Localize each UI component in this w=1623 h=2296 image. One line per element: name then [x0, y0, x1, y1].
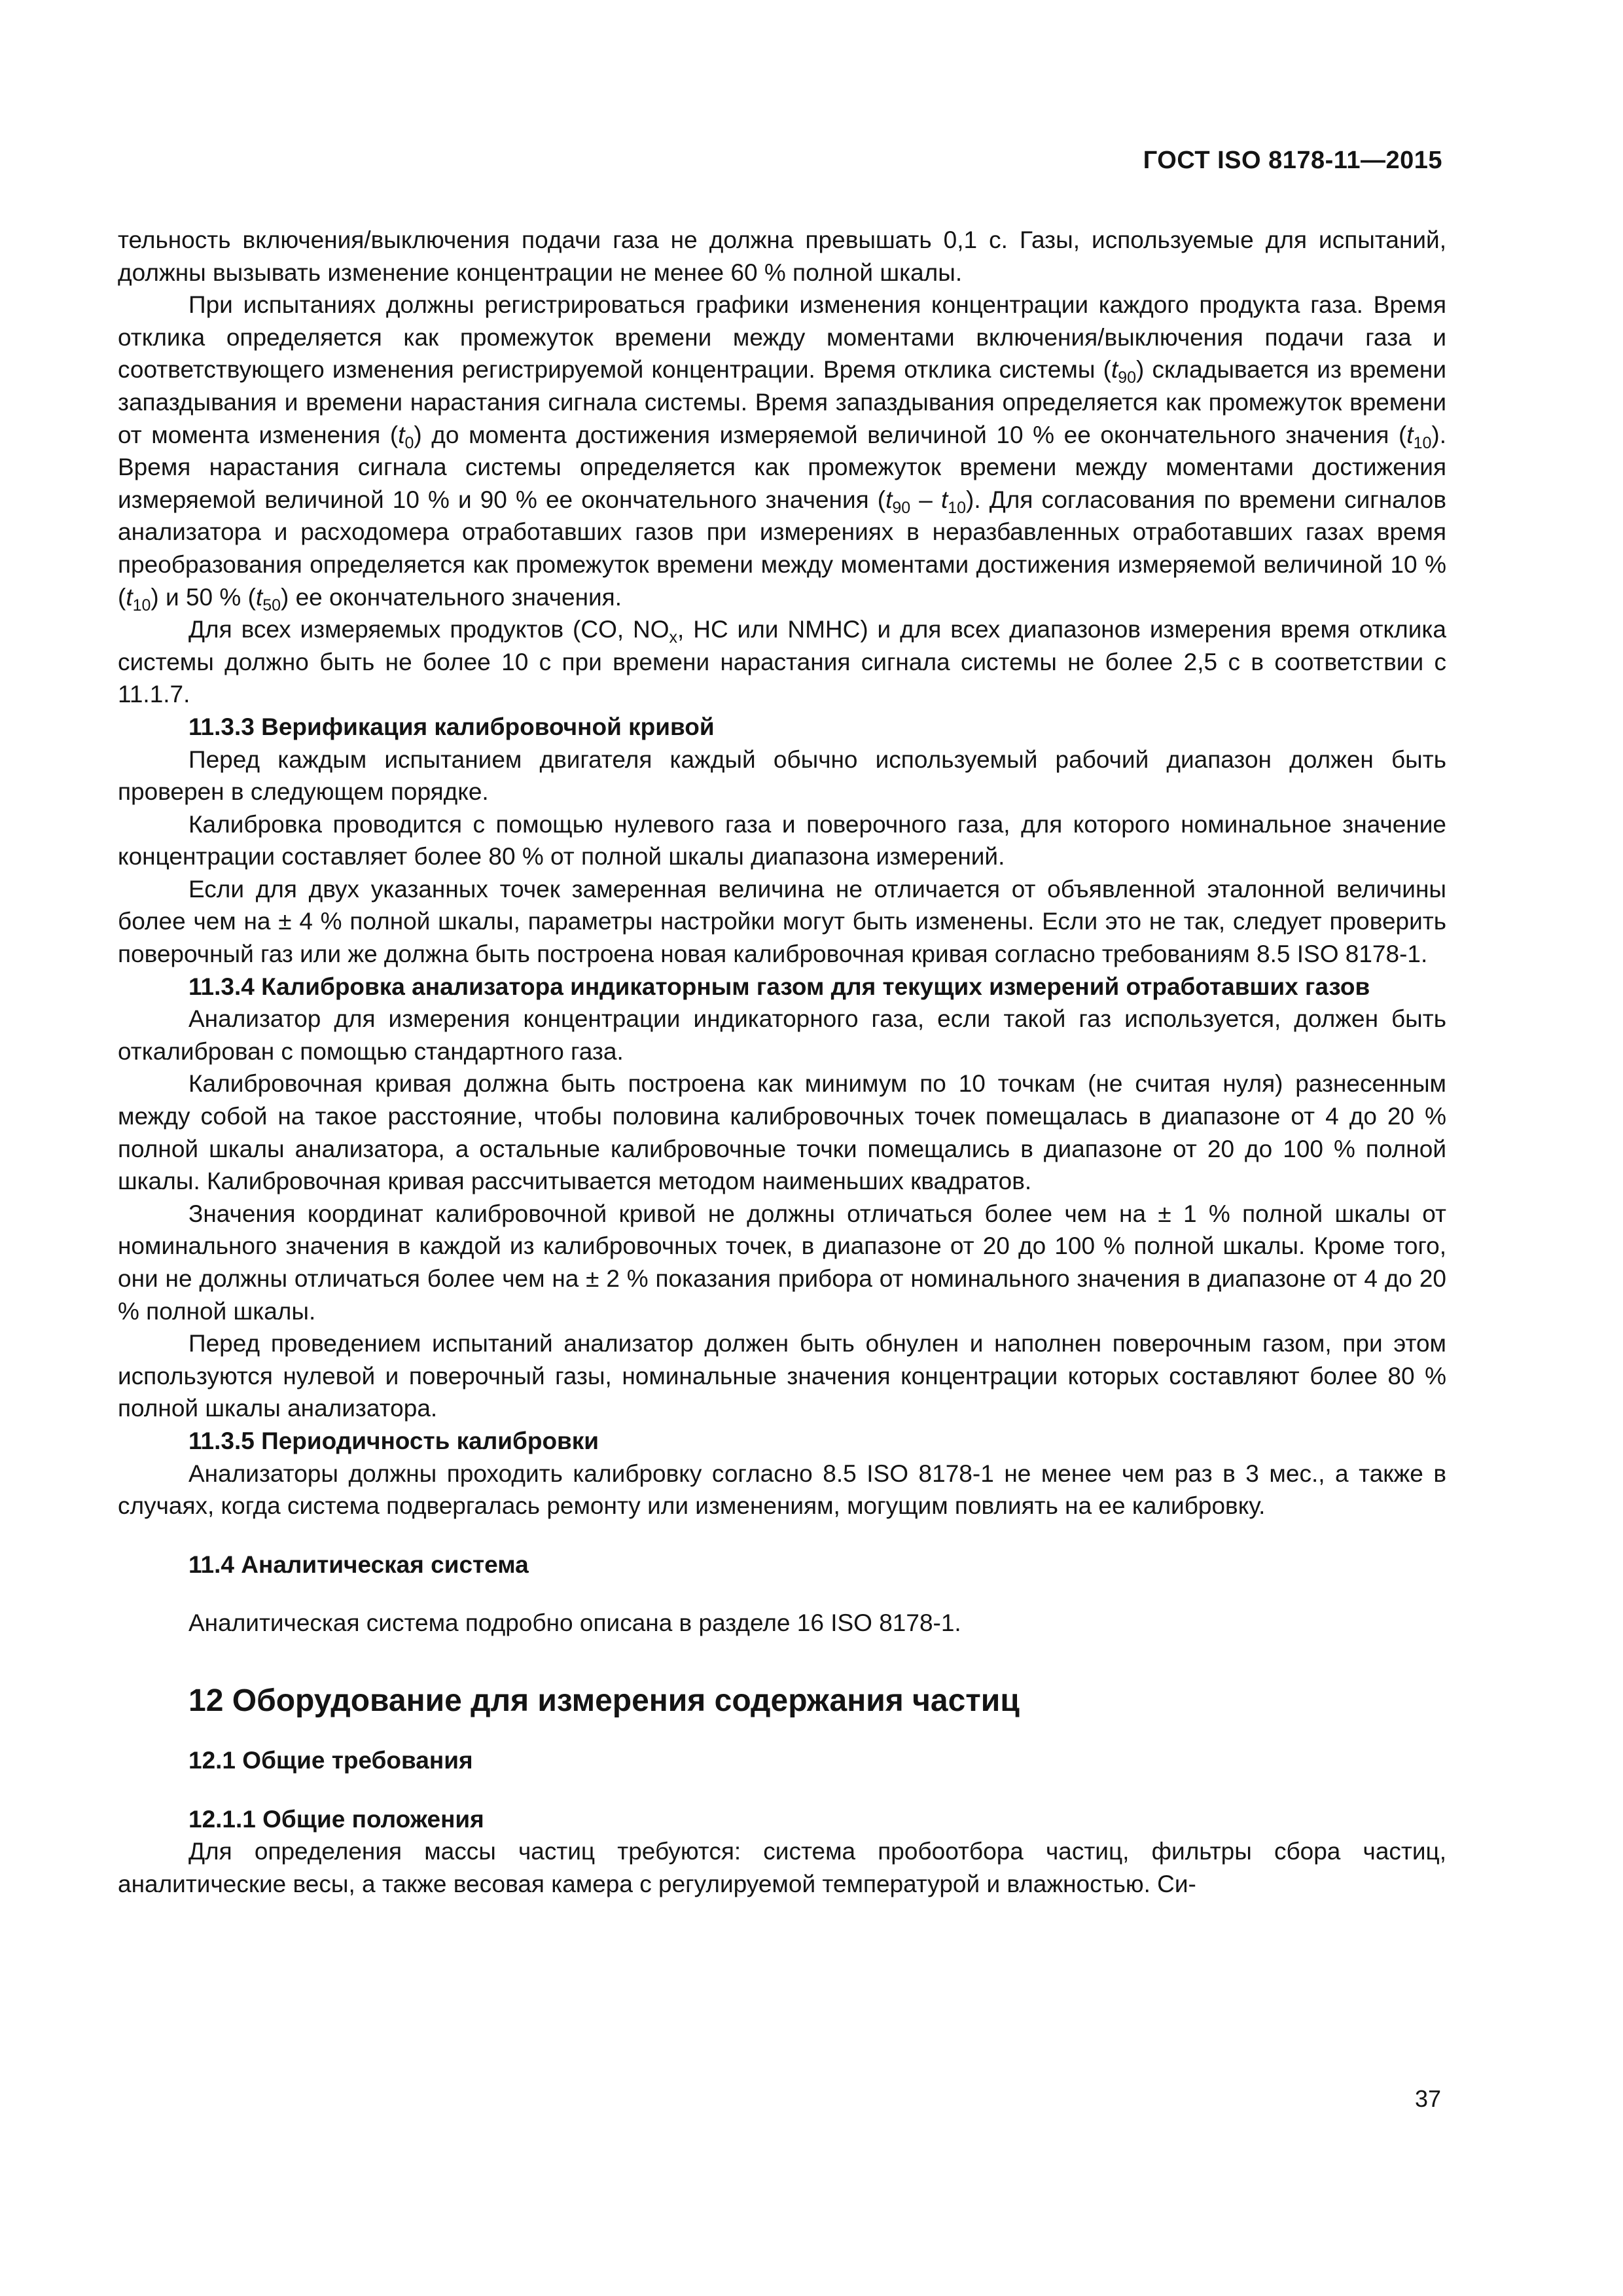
subscript: 90 [892, 498, 911, 517]
subscript: 0 [404, 433, 414, 452]
subscript: 90 [1118, 368, 1136, 387]
text-run: ) и 50 % ( [151, 583, 256, 611]
subscript: x [669, 628, 678, 647]
text-run: ) ее окончательного значения. [281, 583, 622, 611]
text-run: ) до момента достижения измеряемой величиной 10 % ее окончательного значения ( [414, 421, 1407, 448]
symbol-t: t [1111, 356, 1118, 384]
heading-12-1: 12.1 Общие требования [188, 1746, 473, 1774]
paragraph-response-time [118, 289, 1446, 613]
paragraph: Аналитическая система подробно описана в разделе 16 ISO 8178-1. [188, 1609, 961, 1637]
paragraph: Значения координат калибровочной кривой не должны отличаться более чем на ± 1 % полной шкалы от номинального значения в каждой из калибровочных точек, в диапазоне от 20 до 100 % полной шкалы. Кроме того, они не должны отличаться более чем на ± 2 % показания прибора от номинального значения в диапазоне от 4 до 20 % полной шкалы. [118, 1200, 1446, 1325]
minus-sign: – [910, 486, 941, 513]
paragraph: Калибровочная кривая должна быть построена как минимум по 10 точкам (не считая нуля) разнесенным между собой на такое расстояние, чтобы половина калибровочных точек помещалась в диапазоне от 4 до 20 % полной шкалы анализатора, а остальные калибровочные точки помещались в диапазоне от 20 до 100 % полной шкалы. Калибровочная кривая рассчитывается методом наименьших квадратов. [118, 1070, 1446, 1195]
subscript: 10 [948, 498, 967, 517]
paragraph: Анализаторы должны проходить калибровку согласно 8.5 ISO 8178-1 не менее чем раз в 3 мес., а также в случаях, когда система подвергалась ремонту или изменениям, могущим повлиять на ее калибровку. [118, 1460, 1446, 1520]
document-body [118, 224, 1446, 1900]
symbol-t: t [398, 421, 405, 448]
text-run: ). Время нарастания сигнала системы определяется как промежуток времени между моментами достижения измеряемой величиной 10 % и 90 % ее окончательного значения ( [118, 421, 1446, 513]
heading-11-3-3: 11.3.3 Верификация калибровочной кривой [188, 713, 715, 740]
heading-11-3-4: 11.3.4 Калибровка анализатора индикаторным газом для текущих измерений отработавших газов [188, 973, 1370, 1000]
paragraph: Анализатор для измерения концентрации индикаторного газа, если такой газ используется, должен быть откалиброван с помощью стандартного газа. [118, 1005, 1446, 1065]
symbol-t: t [885, 486, 893, 513]
heading-11-3-5: 11.3.5 Периодичность калибровки [188, 1427, 599, 1454]
page-number: 37 [1414, 2085, 1441, 2112]
text-run: Для всех измеряемых продуктов (CO, NO [188, 616, 669, 643]
subscript: 10 [1413, 433, 1432, 452]
paragraph-response-limits [118, 613, 1446, 711]
symbol-t: t [255, 583, 263, 611]
subscript: 50 [262, 596, 281, 615]
paragraph: Калибровка проводится с помощью нулевого газа и поверочного газа, для которого номинальное значение концентрации составляет более 80 % от полной шкалы диапазона измерений. [118, 810, 1446, 870]
text-run: , HC или NMHC) и для всех диапазонов измерения время отклика системы должно быть не более 10 с при времени нарастания сигнала системы не более 2,5 с в соответствии с 11.1.7. [118, 616, 1446, 708]
paragraph: Для определения массы частиц требуются: система пробоотбора частиц, фильтры сбора частиц, аналитические весы, а также весовая камера с регулируемой температурой и влажностью. Си- [118, 1838, 1446, 1897]
document-code-header: ГОСТ ISO 8178-11—2015 [1143, 147, 1442, 174]
subscript: 10 [132, 596, 151, 615]
heading-12-1-1: 12.1.1 Общие положения [188, 1805, 484, 1833]
paragraph: Перед проведением испытаний анализатор должен быть обнулен и наполнен поверочным газом, при этом используются нулевой и поверочный газы, номинальные значения концентрации которых составляют более 80 % полной шкалы анализатора. [118, 1330, 1446, 1422]
symbol-t: t [1406, 421, 1414, 448]
paragraph: Перед каждым испытанием двигателя каждый обычно используемый рабочий диапазон должен быть проверен в следующем порядке. [118, 745, 1446, 806]
symbol-t: t [126, 583, 133, 611]
symbol-t: t [940, 486, 948, 513]
heading-section-12: 12 Оборудование для измерения содержания частиц [188, 1683, 1020, 1718]
text-run: При испытаниях должны регистрироваться графики изменения концентрации каждого продукта газа. Время отклика определяется как промежуток времени между моментами включения/выключения подачи газа и соответствующего изменения регистрируемой концентрации. Время отклика системы ( [118, 291, 1446, 384]
paragraph-continuation: тельность включения/выключения подачи газа не должна превышать 0,1 с. Газы, используемые для испытаний, должны вызывать изменение концентрации не менее 60 % полной шкалы. [118, 226, 1446, 286]
text-run: ) складывается из времени запаздывания и времени нарастания сигнала системы. Время запаздывания определяется как промежуток времени от момента изменения ( [118, 356, 1446, 448]
paragraph: Если для двух указанных точек замеренная величина не отличается от объявленной эталонной величины более чем на ± 4 % полной шкалы, параметры настройки могут быть изменены. Если это не так, следует проверить поверочный газ или же должна быть построена новая калибровочная кривая согласно требованиям 8.5 ISO 8178-1. [118, 875, 1446, 968]
heading-11-4: 11.4 Аналитическая система [188, 1551, 529, 1578]
text-run: ). Для согласования по времени сигналов анализатора и расходомера отработавших газов при измерениях в неразбавленных отработавших газах время преобразования определяется как промежуток времени между моментами достижения измеряемой величиной 10 % ( [118, 486, 1446, 611]
